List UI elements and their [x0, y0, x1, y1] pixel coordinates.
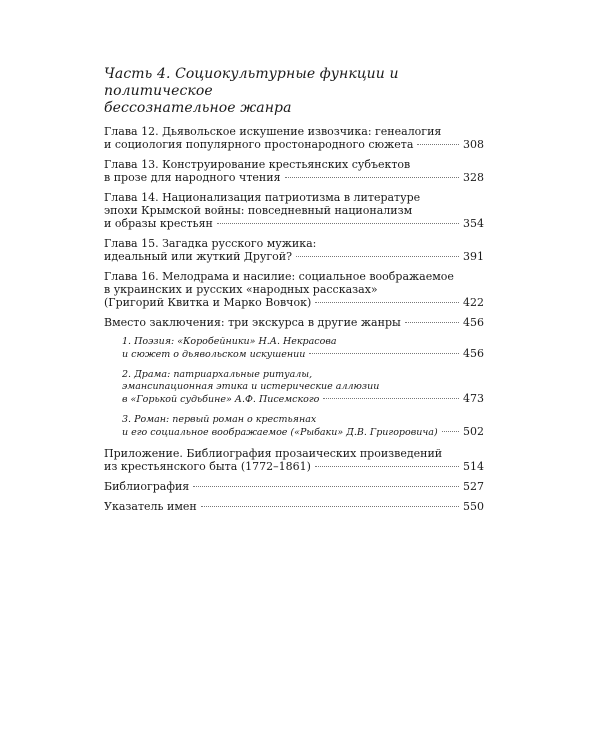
toc-entry-line: Вместо заключения: три экскурса в другие жанры	[104, 316, 401, 329]
toc-entry-line: и сюжет о дьявольском искушении	[122, 349, 306, 360]
toc-entry-line: Глава 13. Конструирование крестьянских субъектов	[104, 158, 411, 171]
toc-entry-line: и социология популярного простонародного сюжета	[104, 138, 414, 151]
dot-leader	[201, 506, 459, 507]
toc-entry-line: в украинских и русских «народных рассказах»	[104, 283, 378, 296]
toc-entry-line: и образы крестьян	[104, 217, 213, 230]
page-number: 527	[463, 480, 484, 493]
page-number: 473	[463, 392, 484, 405]
page-number: 328	[463, 171, 484, 184]
toc-entry-bibliography[interactable]	[104, 480, 484, 493]
toc-entry-line: в «Горькой судьбине» А.Ф. Писемского	[122, 394, 320, 405]
toc-entry-conclusion[interactable]	[104, 316, 484, 329]
toc-entry-line: Глава 15. Загадка русского мужика:	[104, 237, 317, 250]
page-number: 422	[463, 296, 484, 309]
toc-entry-line: и его социальное воображаемое («Рыбаки» Д.В. Григоровича)	[122, 427, 438, 438]
toc-entry-line: Глава 16. Мелодрама и насилие: социальное воображаемое	[104, 270, 454, 283]
dot-leader	[417, 144, 459, 145]
toc-entry-line: Указатель имен	[104, 500, 197, 513]
part-title-line: Часть 4. Социокультурные функции и политическое	[104, 66, 399, 99]
toc-entry-appendix[interactable]	[104, 447, 484, 473]
toc-entry-chapter-16[interactable]	[104, 270, 484, 309]
toc-entry-line: 2. Драма: патриархальные ритуалы,	[122, 369, 313, 380]
toc-entry-line: эмансипационная этика и истерические аллюзии	[122, 381, 380, 392]
table-of-contents	[104, 66, 484, 520]
page-number: 514	[463, 460, 484, 473]
page-number: 456	[463, 347, 484, 360]
page-number: 391	[463, 250, 484, 263]
dot-leader	[405, 322, 459, 323]
part-title	[104, 66, 484, 117]
dot-leader	[315, 466, 459, 467]
toc-entry-chapter-13[interactable]	[104, 158, 484, 184]
toc-subentry-novel[interactable]	[122, 414, 484, 439]
part-title-line: бессознательное жанра	[104, 100, 292, 116]
toc-entry-line: (Григорий Квитка и Марко Вовчок)	[104, 296, 312, 309]
toc-entry-line: Глава 14. Национализация патриотизма в литературе	[104, 191, 421, 204]
toc-entry-line: эпохи Крымской войны: повседневный национализм	[104, 204, 413, 217]
page-number: 308	[463, 138, 484, 151]
toc-entry-chapter-15[interactable]	[104, 237, 484, 263]
dot-leader	[442, 431, 459, 432]
toc-entry-chapter-14[interactable]	[104, 191, 484, 230]
page-number: 354	[463, 217, 484, 230]
toc-entry-line: Приложение. Библиография прозаических произведений	[104, 447, 443, 460]
toc-subentry-drama[interactable]	[122, 369, 484, 406]
dot-leader	[315, 302, 459, 303]
page-number: 502	[463, 425, 484, 438]
toc-entry-line: Глава 12. Дьявольское искушение извозчика: генеалогия	[104, 125, 442, 138]
toc-entry-line: в прозе для народного чтения	[104, 171, 281, 184]
toc-entry-line: 1. Поэзия: «Коробейники» Н.А. Некрасова	[122, 336, 337, 347]
toc-entry-line: идеальный или жуткий Другой?	[104, 250, 292, 263]
dot-leader	[285, 177, 459, 178]
toc-entry-index[interactable]	[104, 500, 484, 513]
dot-leader	[309, 353, 459, 354]
dot-leader	[193, 486, 459, 487]
page-number: 456	[463, 316, 484, 329]
dot-leader	[296, 256, 459, 257]
page-number: 550	[463, 500, 484, 513]
toc-entry-line: Библиография	[104, 480, 190, 493]
dot-leader	[217, 223, 459, 224]
toc-entry-line: из крестьянского быта (1772–1861)	[104, 460, 311, 473]
toc-entry-chapter-12[interactable]	[104, 125, 484, 151]
toc-subentry-poetry[interactable]	[122, 336, 484, 361]
toc-entry-line: 3. Роман: первый роман о крестьянах	[122, 414, 317, 425]
dot-leader	[323, 398, 459, 399]
